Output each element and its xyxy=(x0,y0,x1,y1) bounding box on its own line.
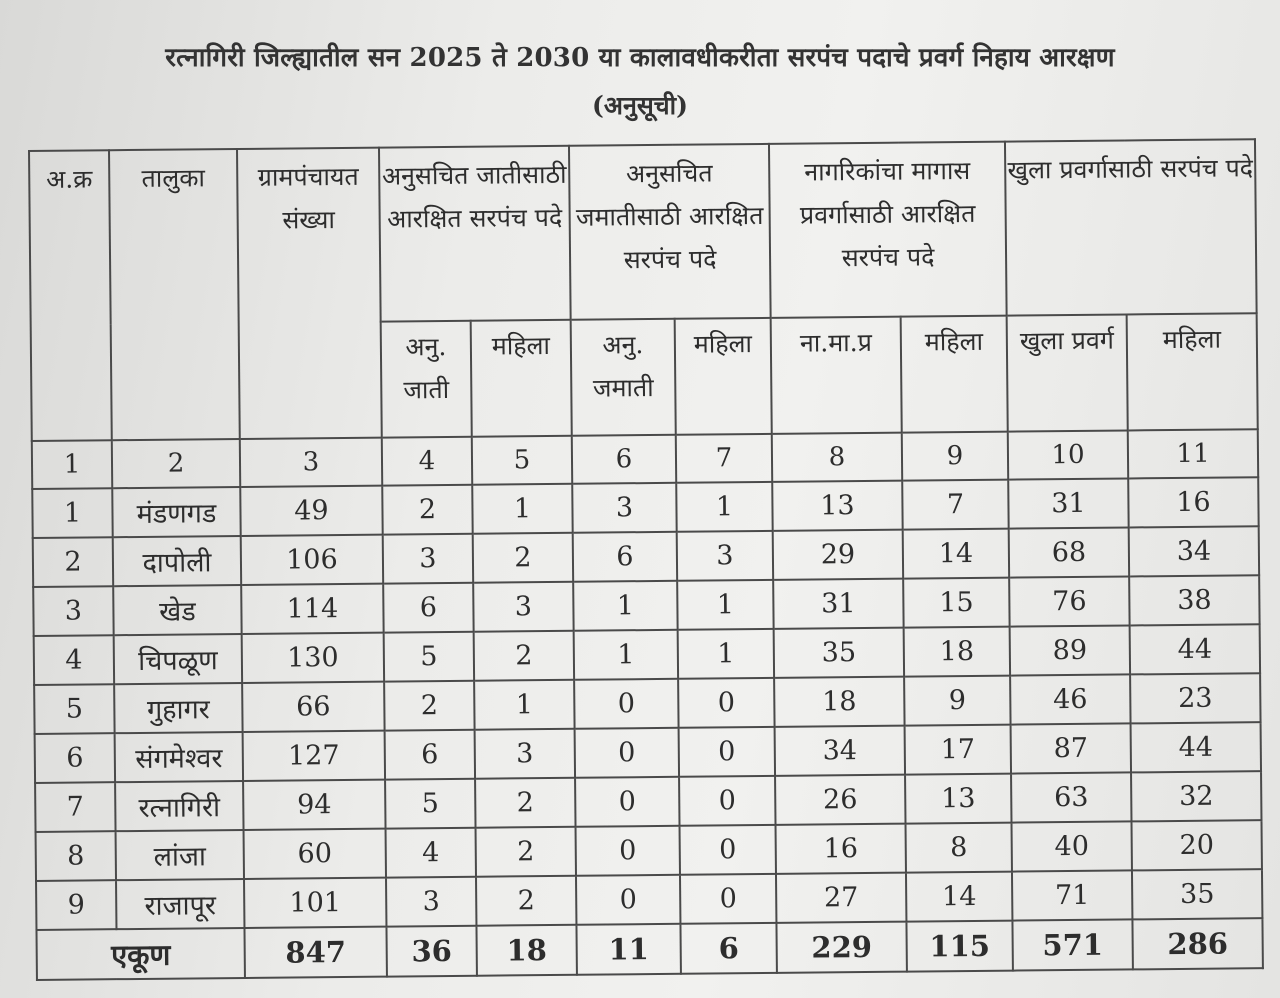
table-cell: 0 xyxy=(575,777,679,827)
table-cell: 1 xyxy=(573,581,677,631)
header-open-group: खुला प्रवर्गासाठी सरपंच पदे xyxy=(1005,139,1257,315)
table-cell: 0 xyxy=(680,825,776,875)
column-number: 8 xyxy=(772,433,902,482)
table-cell: 44 xyxy=(1131,722,1261,772)
table-cell: 130 xyxy=(242,633,384,683)
table-cell: 1 xyxy=(472,484,572,534)
table-cell: 6 xyxy=(385,730,475,780)
column-number: 3 xyxy=(240,438,382,487)
table-cell: 13 xyxy=(905,774,1011,824)
table-cell: 34 xyxy=(1129,526,1259,576)
table-cell: 27 xyxy=(776,873,906,923)
column-number: 7 xyxy=(676,434,772,483)
table-cell: 114 xyxy=(241,584,383,634)
table-cell: 14 xyxy=(903,529,1009,579)
column-number: 9 xyxy=(902,432,1008,481)
table-cell: 2 xyxy=(474,631,574,681)
table-cell: 8 xyxy=(906,823,1012,873)
table-cell: 0 xyxy=(679,727,775,777)
table-cell: 101 xyxy=(244,878,386,928)
total-value: 286 xyxy=(1132,918,1262,969)
table-cell: 17 xyxy=(905,725,1011,775)
column-number: 1 xyxy=(32,440,112,489)
taluka-cell: खेड xyxy=(113,585,241,635)
table-cell: 7 xyxy=(902,480,1008,530)
header-sc-sub: अनु. जाती xyxy=(381,321,472,438)
taluka-cell: राजापूर xyxy=(116,879,244,929)
table-cell: 23 xyxy=(1130,673,1260,723)
table-cell: 46 xyxy=(1010,674,1130,724)
header-obc-sub: ना.मा.प्र xyxy=(771,317,902,434)
table-cell: 0 xyxy=(576,875,680,925)
table-cell: 1 xyxy=(676,482,772,532)
table-cell: 2 xyxy=(476,827,576,877)
table-cell: 31 xyxy=(1008,478,1128,528)
table-cell: 1 xyxy=(678,629,774,679)
column-number: 2 xyxy=(112,439,240,488)
table-cell: 106 xyxy=(241,535,383,585)
table-cell: 1 xyxy=(474,680,574,730)
table-cell: 89 xyxy=(1010,625,1130,675)
total-value: 18 xyxy=(476,925,576,976)
table-cell: 2 xyxy=(382,485,472,535)
table-cell: 38 xyxy=(1129,575,1259,625)
header-obc-women: महिला xyxy=(901,316,1008,433)
taluka-cell: संगमेश्वर xyxy=(115,732,243,782)
table-cell: 2 xyxy=(473,533,573,583)
document-title: रत्नागिरी जिल्ह्यातील सन 2025 ते 2030 या कालावधीकरीता सरपंच पदाचे प्रवर्ग निहाय आरक्षण xyxy=(165,43,1115,73)
table-cell: 6 xyxy=(383,583,473,633)
column-number: 10 xyxy=(1008,430,1128,479)
table-cell: 29 xyxy=(773,530,903,580)
table-cell: 7 xyxy=(35,782,115,832)
table-cell: 0 xyxy=(679,776,775,826)
header-st-women: महिला xyxy=(675,318,772,435)
total-value: 571 xyxy=(1012,919,1132,970)
table-cell: 35 xyxy=(774,628,904,678)
table-cell: 0 xyxy=(576,826,680,876)
table-cell: 4 xyxy=(34,635,114,685)
header-sc-women: महिला xyxy=(471,320,572,437)
table-cell: 2 xyxy=(476,876,576,926)
taluka-cell: गुहागर xyxy=(114,683,242,733)
header-open-women: महिला xyxy=(1127,313,1258,430)
table-cell: 2 xyxy=(475,778,575,828)
table-cell: 127 xyxy=(243,731,385,781)
table-cell: 71 xyxy=(1012,870,1132,920)
column-number: 11 xyxy=(1128,429,1258,478)
header-st-group: अनुसचित जमातीसाठी आरक्षित सरपंच पदे xyxy=(569,144,771,320)
table-cell: 8 xyxy=(36,831,116,881)
reservation-table xyxy=(28,138,1264,981)
table-cell: 0 xyxy=(680,874,776,924)
total-value: 115 xyxy=(906,921,1012,972)
table-cell: 40 xyxy=(1012,821,1132,871)
table-cell: 4 xyxy=(386,828,476,878)
total-row xyxy=(36,918,1262,980)
header-open-sub: खुला प्रवर्ग xyxy=(1007,314,1128,431)
header-gram-panchayat-count: ग्रामपंचायत संख्या xyxy=(237,148,382,439)
taluka-cell: रत्नागिरी xyxy=(115,781,243,831)
total-label: एकूण xyxy=(36,928,244,980)
table-cell: 60 xyxy=(244,829,386,879)
table-cell: 31 xyxy=(773,579,903,629)
table-cell: 94 xyxy=(243,780,385,830)
total-value: 36 xyxy=(386,926,476,977)
table-cell: 0 xyxy=(678,678,774,728)
table-cell: 16 xyxy=(776,824,906,874)
table-cell: 32 xyxy=(1131,771,1261,821)
table-cell: 18 xyxy=(774,677,904,727)
column-number: 6 xyxy=(572,435,676,484)
table-cell: 9 xyxy=(36,880,116,930)
column-number: 5 xyxy=(472,436,572,485)
header-serial: अ.क्र xyxy=(29,150,112,441)
table-cell: 3 xyxy=(677,531,773,581)
table-cell: 3 xyxy=(572,483,676,533)
table-cell: 1 xyxy=(32,488,112,538)
table-cell: 5 xyxy=(384,632,474,682)
table-cell: 35 xyxy=(1132,869,1262,919)
table-cell: 6 xyxy=(573,532,677,582)
table-cell: 20 xyxy=(1132,820,1262,870)
table-cell: 18 xyxy=(904,627,1010,677)
header-obc-group: नागरिकांचा मागास प्रवर्गासाठी आरक्षित सरपंच पदे xyxy=(769,142,1007,318)
table-cell: 49 xyxy=(240,486,382,536)
table-cell: 5 xyxy=(385,779,475,829)
table-cell: 2 xyxy=(384,681,474,731)
total-value: 6 xyxy=(680,923,776,974)
table-cell: 63 xyxy=(1011,772,1131,822)
table-cell: 16 xyxy=(1128,477,1258,527)
table-cell: 26 xyxy=(775,775,905,825)
table-cell: 87 xyxy=(1011,723,1131,773)
table-cell: 34 xyxy=(775,726,905,776)
table-cell: 44 xyxy=(1130,624,1260,674)
table-cell: 3 xyxy=(473,582,573,632)
taluka-cell: लांजा xyxy=(116,830,244,880)
table-cell: 66 xyxy=(242,682,384,732)
total-value: 229 xyxy=(776,922,906,973)
document-subtitle: (अनुसूची) xyxy=(592,91,688,120)
total-value: 11 xyxy=(576,924,680,975)
table-body xyxy=(32,429,1263,930)
table-cell: 3 xyxy=(33,586,113,636)
column-number: 4 xyxy=(382,437,472,486)
header-st-sub: अनु. जमाती xyxy=(571,319,676,436)
taluka-cell: दापोली xyxy=(113,536,241,586)
table-cell: 76 xyxy=(1009,576,1129,626)
table-cell: 68 xyxy=(1009,527,1129,577)
table-cell: 6 xyxy=(35,733,115,783)
header-row-top xyxy=(29,139,1257,325)
total-value: 847 xyxy=(244,927,386,978)
table-cell: 0 xyxy=(574,679,678,729)
table-cell: 1 xyxy=(574,630,678,680)
table-cell: 3 xyxy=(475,729,575,779)
table-cell: 14 xyxy=(906,872,1012,922)
header-sc-group: अनुसचित जातीसाठी आरक्षित सरपंच पदे xyxy=(379,146,571,322)
taluka-cell: चिपळूण xyxy=(114,634,242,684)
taluka-cell: मंडणगड xyxy=(112,487,240,537)
table-cell: 3 xyxy=(386,877,476,927)
table-cell: 9 xyxy=(904,676,1010,726)
table-cell: 5 xyxy=(34,684,114,734)
header-taluka: तालुका xyxy=(109,149,240,440)
table-cell: 0 xyxy=(575,728,679,778)
table-cell: 13 xyxy=(772,481,902,531)
table-cell: 3 xyxy=(383,534,473,584)
table-cell: 1 xyxy=(677,580,773,630)
table-cell: 2 xyxy=(33,537,113,587)
table-cell: 15 xyxy=(903,578,1009,628)
